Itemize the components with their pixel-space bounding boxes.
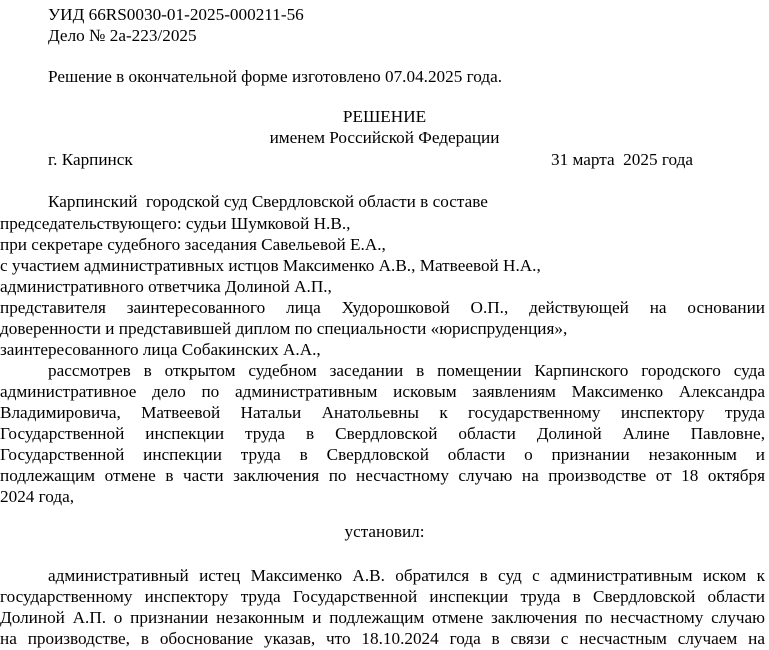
body-line: на производстве, в обоснование указав, что 18.10.2024 года в связи с несчастным случаем на <box>0 629 765 648</box>
composition-line: Карпинский городской суд Свердловской области в составе <box>48 192 488 211</box>
established-heading: установил: <box>344 522 425 541</box>
composition-line: при секретаре судебного заседания Савельевой Е.А., <box>0 235 386 254</box>
consideration-line: рассмотрев в открытом судебном заседании в помещении Карпинского городского суда <box>48 361 765 380</box>
consideration-line: Государственной инспекции труда в Свердловской области Долиной Алине Павловне, <box>0 424 765 443</box>
place: г. Карпинск <box>48 150 133 169</box>
body-line: государственному инспектору труда Государственной инспекции труда в Свердловской области <box>0 587 765 606</box>
composition-line: представителя заинтересованного лица Худорошковой О.П., действующей на основании <box>0 298 765 317</box>
composition-line: с участием административных истцов Максименко А.В., Матвеевой Н.А., <box>0 256 541 275</box>
consideration-line: Государственной инспекции труда в Свердловской области о признании незаконным и <box>0 445 765 464</box>
composition-line: доверенности и представившей диплом по специальности «юриспруденция», <box>0 319 568 338</box>
decision-date: 31 марта 2025 года <box>551 150 693 169</box>
body-line: административный истец Максименко А.В. обратился в суд с административным иском к <box>48 566 765 585</box>
uid-line: УИД 66RS0030-01-2025-000211-56 <box>48 5 304 24</box>
composition-line: административного ответчика Долиной А.П., <box>0 277 332 296</box>
document-heading: РЕШЕНИЕ <box>342 107 427 126</box>
document-subheading: именем Российской Федерации <box>269 128 500 147</box>
case-number: Дело № 2а-223/2025 <box>48 26 197 45</box>
consideration-line: подлежащим отмене в части заключения по несчастному случаю на производстве от 18 октября <box>0 466 765 485</box>
final-form-note: Решение в окончательной форме изготовлено 07.04.2025 года. <box>48 67 503 86</box>
consideration-line: 2024 года, <box>0 487 75 506</box>
consideration-line: административное дело по административным исковым заявлениям Максименко Александра <box>0 382 765 401</box>
consideration-line: Владимировича, Матвеевой Натальи Анатольевны к государственному инспектору труда <box>0 403 765 422</box>
composition-line: заинтересованного лица Собакинских А.А., <box>0 340 321 359</box>
body-line: Долиной А.П. о признании незаконным и подлежащим отмене заключения по несчастному случаю <box>0 608 765 627</box>
composition-line: председательствующего: судьи Шумковой Н.В., <box>0 214 351 233</box>
